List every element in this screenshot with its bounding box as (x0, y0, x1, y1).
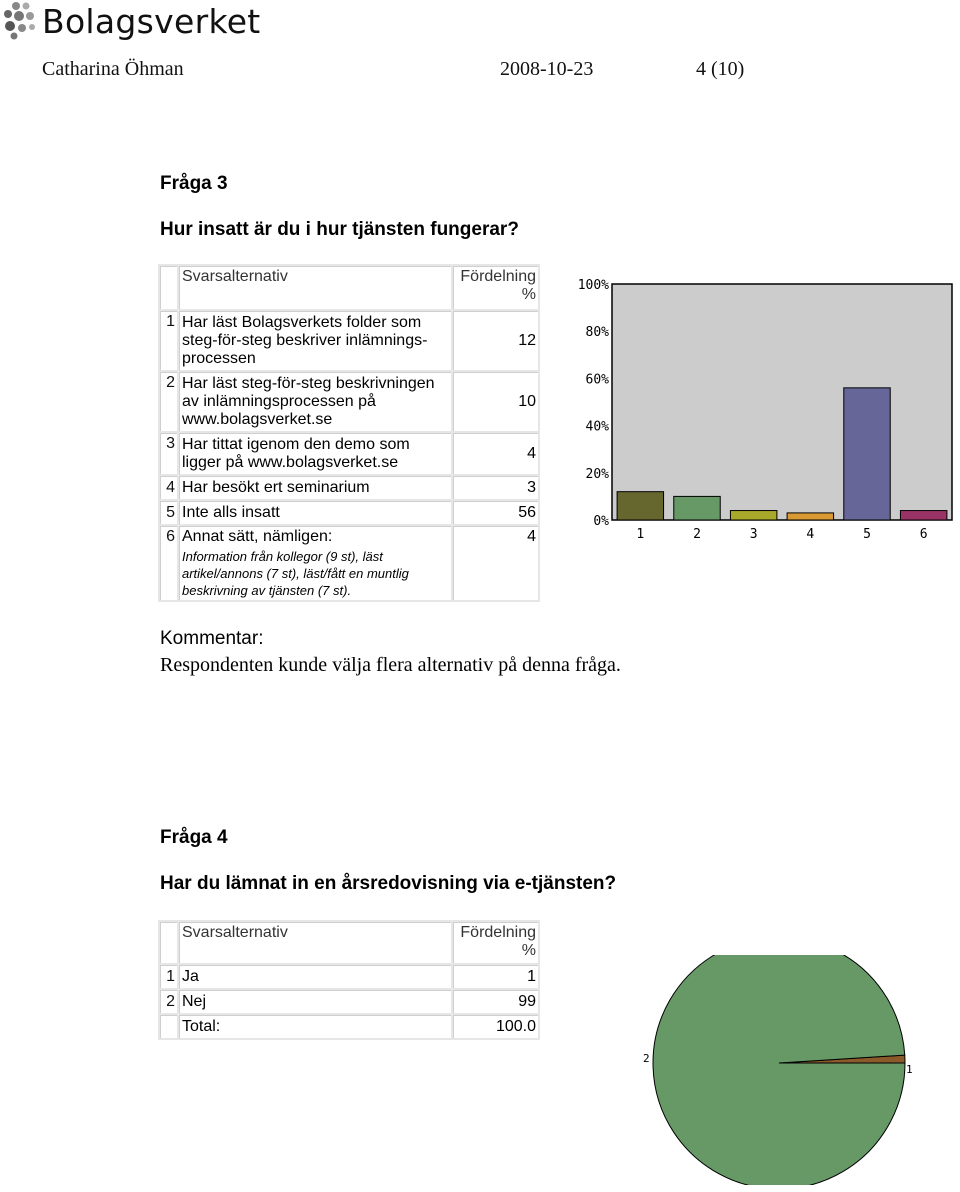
row-label: Har tittat igenom den demo som ligger på www.bolagsverket.se (179, 433, 451, 474)
x-tick-label: 1 (636, 527, 645, 542)
bar (844, 388, 890, 520)
row-note: Information från kollegor (9 st), läst artikel/annons (7 st), läst/fått en muntlig beskrivning av tjänsten (7 st). (182, 549, 409, 598)
row-number: 1 (160, 311, 177, 370)
y-tick-label: 80% (585, 325, 609, 341)
bar (787, 513, 833, 520)
x-tick-label: 5 (863, 527, 871, 542)
row-number: 6 (160, 526, 177, 600)
row-label: Annat sätt, nämligen: (182, 528, 333, 545)
col-header-dist: Fördelning % (453, 922, 538, 963)
col-header-dist: Fördelning % (453, 266, 538, 309)
row-value: 99 (453, 990, 538, 1013)
pie-label: 1 (906, 1063, 913, 1076)
y-tick-label: 0% (593, 514, 609, 529)
row-value: 4 (453, 433, 538, 474)
bar (730, 511, 776, 520)
bar (900, 511, 946, 520)
header-date: 2008-10-23 (500, 58, 594, 80)
table-row (160, 372, 538, 431)
table-row (160, 990, 538, 1013)
comment-text: Respondenten kunde välja flera alternativ på denna fråga. (160, 654, 621, 676)
table-row (160, 311, 538, 370)
table-row-total (160, 1015, 538, 1038)
plot-area (612, 284, 952, 520)
q4-question: Har du lämnat in en årsredovisning via e-tjänsten? (160, 873, 617, 894)
header-author: Catharina Öhman (42, 58, 184, 80)
table-row (160, 526, 538, 600)
col-header-option: Svarsalternativ (179, 922, 451, 963)
row-value: 1 (453, 965, 538, 988)
row-number: 3 (160, 433, 177, 474)
total-label: Total: (179, 1015, 451, 1038)
header-page: 4 (10) (696, 58, 745, 80)
row-label: Ja (179, 965, 451, 988)
row-label: Nej (179, 990, 451, 1013)
logo-text: Bolagsverket (42, 2, 261, 41)
row-value: 12 (453, 311, 538, 370)
q4-title: Fråga 4 (160, 827, 228, 848)
logo-dots-icon (0, 0, 40, 42)
row-number: 4 (160, 476, 177, 499)
comment-label: Kommentar: (160, 628, 264, 649)
pie-label: 2 (643, 1052, 650, 1065)
row-number: 1 (160, 965, 177, 988)
row-value: 4 (453, 526, 538, 600)
bar (674, 496, 720, 520)
row-label: Har läst Bolagsverkets folder som steg-för-steg beskriver inlämnings-processen (179, 311, 451, 370)
bar (617, 492, 663, 520)
q3-question: Hur insatt är du i hur tjänsten fungerar? (160, 219, 519, 240)
q3-table (158, 264, 540, 602)
q4-table (158, 920, 540, 1040)
x-tick-label: 6 (919, 527, 928, 542)
y-tick-label: 20% (585, 466, 609, 482)
table-row (160, 476, 538, 499)
q3-title: Fråga 3 (160, 173, 228, 194)
row-label-cell (179, 526, 451, 600)
y-tick-label: 60% (585, 372, 609, 388)
row-number: 5 (160, 501, 177, 524)
row-number: 2 (160, 372, 177, 431)
row-label: Har läst steg-för-steg beskrivningen av inlämningsprocessen på www.bolagsverket.se (179, 372, 451, 431)
total-value: 100.0 (453, 1015, 538, 1038)
row-value: 10 (453, 372, 538, 431)
row-value: 3 (453, 476, 538, 499)
row-number: 2 (160, 990, 177, 1013)
y-tick-label: 40% (585, 419, 609, 435)
table-row (160, 433, 538, 474)
x-tick-label: 4 (806, 527, 815, 542)
x-tick-label: 3 (749, 527, 758, 542)
table-header-row (160, 266, 538, 309)
bar-chart (570, 270, 955, 550)
pie-chart (640, 955, 930, 1185)
row-label: Inte alls insatt (179, 501, 451, 524)
row-label: Har besökt ert seminarium (179, 476, 451, 499)
pie-slice (653, 955, 905, 1185)
x-tick-label: 2 (693, 527, 701, 542)
y-tick-label: 100% (577, 278, 609, 293)
col-header-option: Svarsalternativ (179, 266, 451, 309)
table-row (160, 501, 538, 524)
logo (0, 0, 40, 42)
table-row (160, 965, 538, 988)
table-header-row (160, 922, 538, 963)
row-value: 56 (453, 501, 538, 524)
